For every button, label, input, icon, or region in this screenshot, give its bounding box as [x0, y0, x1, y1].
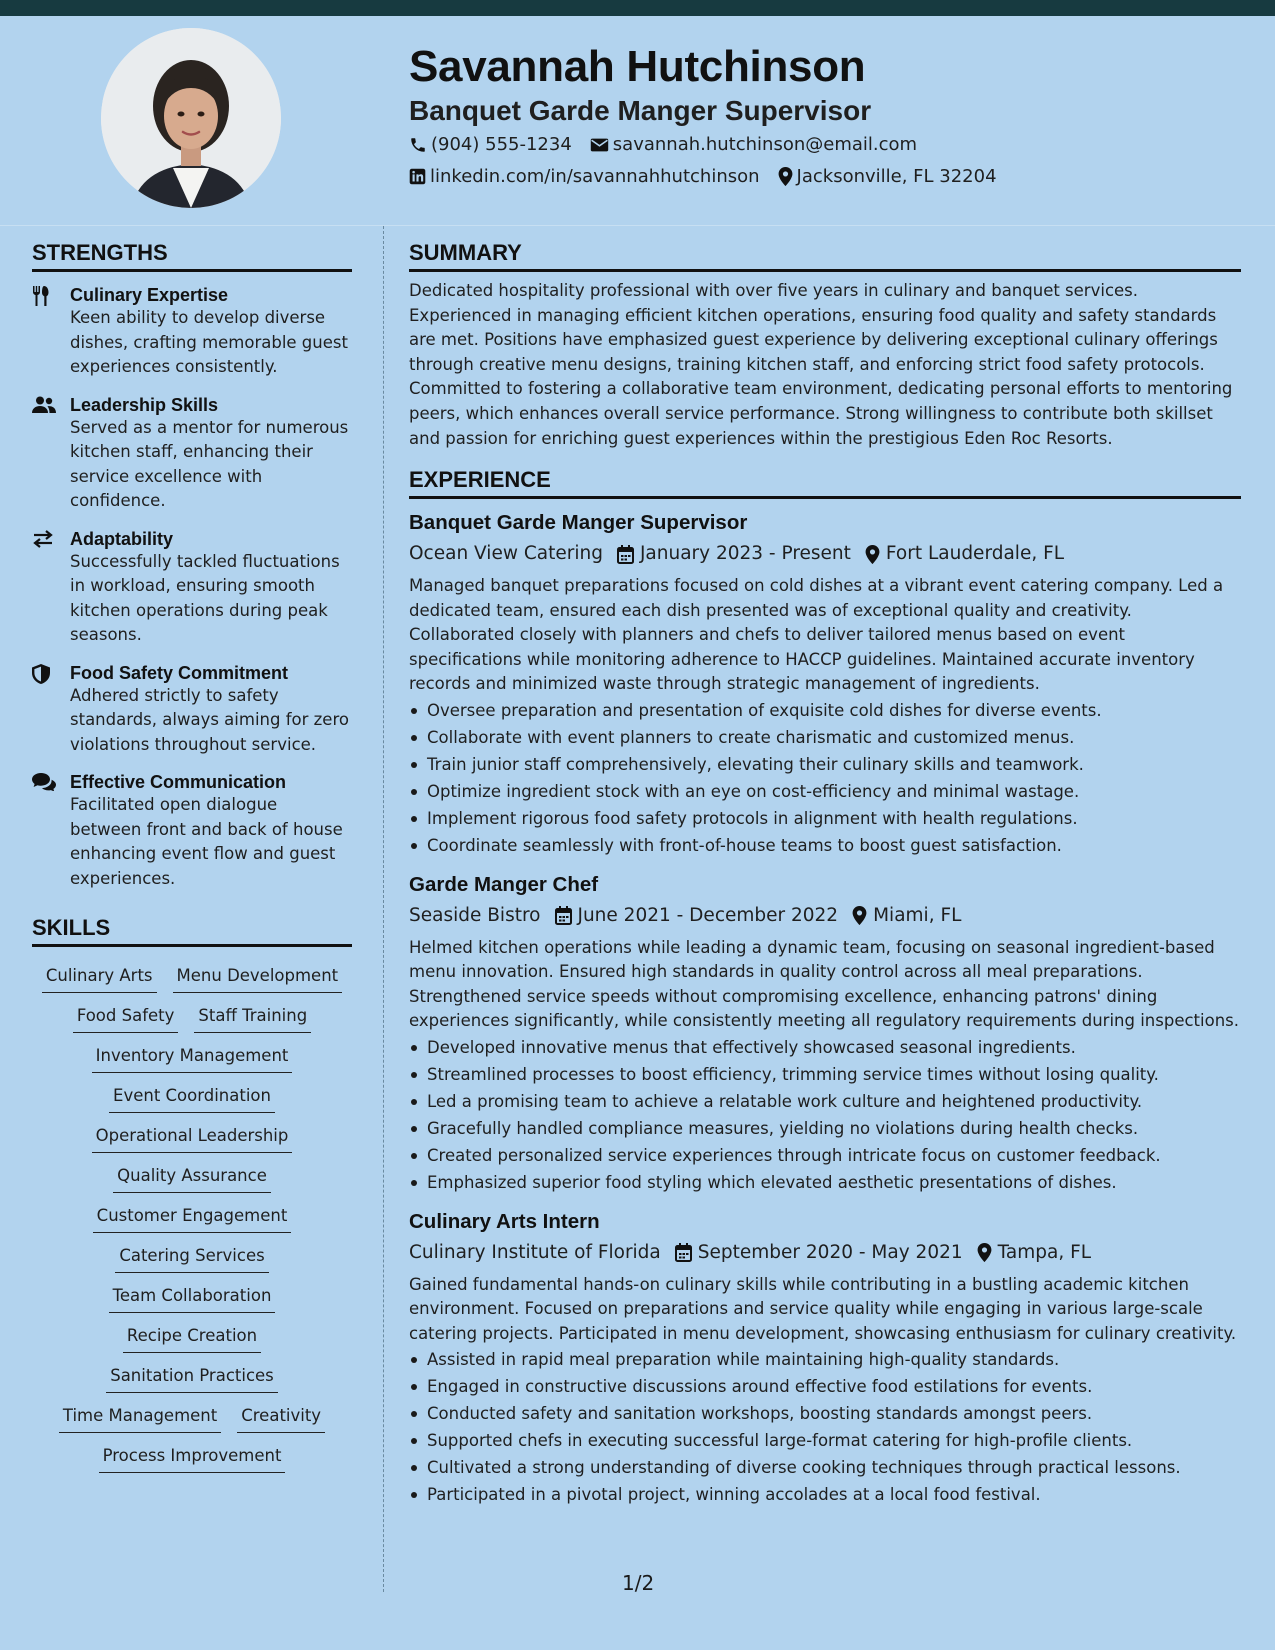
utensils-icon: [32, 286, 50, 306]
strength-title: Adaptability: [70, 528, 174, 549]
skill-tag: Sanitation Practices: [106, 1363, 278, 1393]
phone-icon: [409, 136, 427, 154]
company-name: Seaside Bistro: [409, 904, 541, 926]
page-number: 1/2: [622, 1571, 655, 1595]
job-title: Culinary Arts Intern: [409, 1209, 600, 1233]
strength-desc: Served as a mentor for numerous kitchen staff, enhancing their service excellence with confidence.: [70, 417, 349, 510]
job-dates: January 2023 - Present: [639, 543, 851, 565]
bullet-item: Led a promising team to achieve a relatable work culture and heightened productivity.: [409, 1088, 1241, 1115]
job-bullets: [409, 697, 1241, 859]
map-pin-icon: [852, 906, 867, 925]
bullet-item: Cultivated a strong understanding of diverse cooking techniques through practical lessons.: [409, 1454, 1241, 1481]
skill-tag: Time Management: [59, 1403, 221, 1433]
skill-tag: Team Collaboration: [109, 1283, 276, 1313]
skill-tag: Quality Assurance: [113, 1163, 271, 1193]
job-description: Managed banquet preparations focused on cold dishes at a vibrant event catering company. Led a dedicated team, ensured each dish presented was of exceptional quality and creativity. Collaborated closely with planners and chefs to deliver tailored menus based on event specifications while monitoring adherence to HACCP guidelines. Maintained accurate inventory records and minimized waste through strategic management of ingredients.: [409, 576, 1224, 694]
job-meta: [409, 540, 1241, 568]
job-location: Fort Lauderdale, FL: [885, 543, 1065, 565]
skill-tag: Menu Development: [173, 963, 343, 993]
email-text[interactable]: savannah.hutchinson@email.com: [612, 134, 918, 155]
job-description: Helmed kitchen operations while leading a dynamic team, focusing on seasonal ingredient-based menu innovation. Ensured high standards in quality control across all meal preparations. Strengthened service speeds without compromising excellence, enhancing patrons' dining experiences significantly, while consistently meeting all regulatory requirements during inspections.: [409, 937, 1239, 1031]
skill-tag: Staff Training: [194, 1003, 311, 1033]
contact-linkedin: [409, 166, 760, 187]
bullet-item: Engaged in constructive discussions around effective food estilations for events.: [409, 1373, 1241, 1400]
experience-entry: [409, 871, 1241, 1196]
bullet-item: Streamlined processes to boost efficiency, trimming service times without losing quality.: [409, 1061, 1241, 1088]
strength-desc: Keen ability to develop diverse dishes, crafting memorable guest experiences consistently.: [70, 308, 348, 376]
strength-item: [32, 394, 352, 514]
job-bullets: [409, 1034, 1241, 1196]
strength-title: Effective Communication: [70, 772, 287, 792]
bullet-item: Developed innovative menus that effectively showcased seasonal ingredients.: [409, 1034, 1241, 1061]
experience-entry: [409, 1208, 1241, 1509]
strength-title: Culinary Expertise: [70, 285, 229, 305]
strength-desc: Facilitated open dialogue between front and back of house enhancing event flow and guest experiences.: [70, 795, 343, 888]
bullet-item: Collaborate with event planners to create charismatic and customized menus.: [409, 724, 1241, 751]
location-text: Jacksonville, FL 32204: [796, 166, 997, 187]
strength-title: Food Safety Commitment: [70, 662, 289, 683]
skill-tag: Customer Engagement: [93, 1203, 292, 1233]
profile-photo: [101, 28, 281, 208]
contact-row-1: [409, 134, 935, 155]
candidate-title: Banquet Garde Manger Supervisor: [409, 95, 872, 126]
bullet-item: Created personalized service experiences through intricate focus on customer feedback.: [409, 1142, 1241, 1169]
envelope-icon: [590, 137, 609, 153]
strength-item: [32, 528, 352, 648]
column-divider: [383, 226, 384, 1592]
job-title: Garde Manger Chef: [409, 872, 599, 896]
skill-tag: Food Safety: [73, 1003, 179, 1033]
summary-heading: SUMMARY: [409, 240, 1241, 272]
arrows-exchange-icon: [32, 530, 54, 548]
company-name: Ocean View Catering: [409, 543, 603, 565]
bullet-item: Oversee preparation and presentation of exquisite cold dishes for diverse events.: [409, 697, 1241, 724]
header-divider: [0, 225, 1275, 226]
bullet-item: Gracefully handled compliance measures, yielding no violations during health checks.: [409, 1115, 1241, 1142]
bullet-item: Train junior staff comprehensively, elevating their culinary skills and teamwork.: [409, 751, 1241, 778]
skill-tag: Inventory Management: [92, 1043, 293, 1073]
contact-row-2: [409, 166, 1015, 187]
contact-location: [778, 166, 997, 187]
bullet-item: Coordinate seamlessly with front-of-house teams to boost guest satisfaction.: [409, 832, 1241, 859]
strength-desc: Adhered strictly to safety standards, always aiming for zero violations throughout service.: [70, 685, 349, 754]
shield-icon: [32, 664, 50, 684]
bullet-item: Conducted safety and sanitation workshops, boosting standards amongst peers.: [409, 1400, 1241, 1427]
job-title: Banquet Garde Manger Supervisor: [409, 511, 748, 535]
map-pin-icon: [778, 167, 793, 186]
calendar-icon: [555, 906, 572, 925]
comments-icon: [32, 773, 56, 791]
left-column: [32, 240, 352, 1473]
job-description: Gained fundamental hands-on culinary skills while contributing in a bustling academic kitchen environment. Focused on preparations and service quality while engaging in various large-scale catering projects. Participated in menu development, showcasing enthusiasm for culinary creativity.: [409, 1274, 1237, 1343]
skill-tag: Recipe Creation: [123, 1323, 261, 1353]
strength-title: Leadership Skills: [70, 394, 219, 415]
job-meta: [409, 902, 1241, 930]
skill-tag: Creativity: [237, 1403, 325, 1433]
skill-tag: Culinary Arts: [42, 963, 157, 993]
experience-heading: EXPERIENCE: [409, 467, 1241, 499]
bullet-item: Emphasized superior food styling which elevated aesthetic presentations of dishes.: [409, 1169, 1241, 1196]
candidate-name: Savannah Hutchinson: [409, 42, 866, 91]
bullet-item: Participated in a pivotal project, winning accolades at a local food festival.: [409, 1481, 1241, 1508]
contact-email: [590, 134, 917, 155]
right-column: [409, 240, 1241, 1508]
calendar-icon: [617, 545, 634, 564]
bullet-item: Assisted in rapid meal preparation while maintaining high-quality standards.: [409, 1346, 1241, 1373]
linkedin-text[interactable]: linkedin.com/in/savannahhutchinson: [430, 166, 760, 187]
top-bar: [0, 0, 1275, 16]
strength-desc: Successfully tackled fluctuations in workload, ensuring smooth kitchen operations during peak seasons.: [70, 551, 340, 644]
strength-item: [32, 284, 352, 380]
calendar-icon: [675, 1243, 692, 1262]
skill-tag: Process Improvement: [99, 1443, 286, 1473]
contact-phone: [409, 134, 572, 155]
linkedin-icon: [409, 168, 426, 185]
bullet-item: Supported chefs in executing successful large-format catering for high-profile clients.: [409, 1427, 1241, 1454]
company-name: Culinary Institute of Florida: [409, 1241, 661, 1263]
bullet-item: Implement rigorous food safety protocols in alignment with health regulations.: [409, 805, 1241, 832]
strength-item: [32, 771, 352, 891]
bullet-item: Optimize ingredient stock with an eye on cost-efficiency and minimal wastage.: [409, 778, 1241, 805]
experience-entry: [409, 509, 1241, 859]
map-pin-icon: [977, 1243, 992, 1262]
job-dates: June 2021 - December 2022: [577, 904, 839, 926]
strengths-heading: STRENGTHS: [32, 240, 352, 272]
job-location: Miami, FL: [873, 904, 962, 926]
job-dates: September 2020 - May 2021: [697, 1241, 963, 1263]
strength-item: [32, 662, 352, 758]
skill-tag: Operational Leadership: [92, 1123, 293, 1153]
summary-text: Dedicated hospitality professional with over five years in culinary and banquet services. Experienced in managing efficient kitchen operations, ensuring food quality and safety standards are met. Positions have emphasized guest experience by delivering exceptional culinary offerings through creative menu designs, training kitchen staff, and enforcing strict food safety protocols. Committed to fostering a collaborative team environment, dedicating personal efforts to mentoring peers, which enhances overall service performance. Strong willingness to contribute both skillset and passion for enriching guest experiences within the prestigious Eden Roc Resorts.: [409, 281, 1233, 448]
job-bullets: [409, 1346, 1241, 1508]
phone-text[interactable]: (904) 555-1234: [431, 134, 572, 155]
skills-heading: SKILLS: [32, 915, 352, 947]
users-icon: [32, 396, 56, 414]
job-meta: [409, 1239, 1241, 1267]
job-location: Tampa, FL: [997, 1241, 1092, 1263]
skill-tag: Catering Services: [115, 1243, 268, 1273]
map-pin-icon: [865, 545, 880, 564]
skills-list: [32, 947, 352, 1473]
skill-tag: Event Coordination: [109, 1083, 275, 1113]
